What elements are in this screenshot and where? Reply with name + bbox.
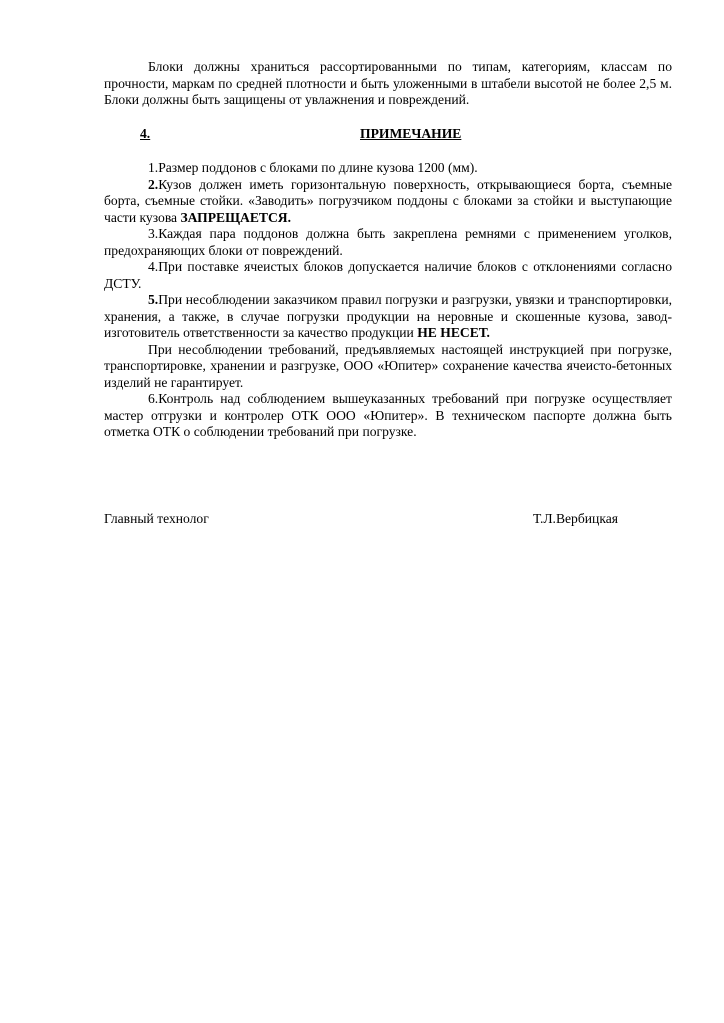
- note-text: Размер поддонов с блоками по длине кузова 1200 (мм).: [158, 160, 478, 175]
- notes-list: [104, 160, 672, 441]
- note-item-4: [104, 259, 672, 292]
- note-text: При несоблюдении заказчиком правил погрузки и разгрузки, увязки и транспортировки, хранения, а также, в случае погрузки продукции на неровные и скошенные кузова, завод-изготовитель ответственности за качество продукции: [104, 292, 672, 340]
- signature-name: Т.Л.Вербицкая: [533, 511, 619, 526]
- note-item-2: [104, 177, 672, 227]
- note-number: 3.: [148, 226, 159, 241]
- section-heading: [104, 126, 672, 144]
- note-item-6: [104, 391, 672, 441]
- note-emphasis: НЕ НЕСЕТ.: [417, 325, 490, 340]
- note-item-3: [104, 226, 672, 259]
- note-number: 5.: [148, 292, 159, 307]
- note-number: 1.: [148, 160, 159, 175]
- note-item-1: [104, 160, 672, 177]
- note-text: Контроль над соблюдением вышеуказанных требований при погрузке осуществляет мастер отгрузки и контролер ОТК ООО «Юпитер». В техническом паспорте должна быть отметка ОТК о соблюдении требований при погрузке.: [104, 391, 672, 439]
- note-emphasis: ЗАПРЕЩАЕТСЯ.: [180, 209, 292, 225]
- signature-role: Главный технолог: [104, 511, 209, 526]
- note-number: 4.: [148, 259, 159, 274]
- note-item-5-continued: [104, 342, 672, 392]
- note-text: Кузов должен иметь горизонтальную поверхность, открывающиеся борта, съемные борта, съемные стойки. «Заводить» погрузчиком поддоны с блоками за стойки и выступающие части кузова: [104, 176, 672, 225]
- storage-text: Блоки должны храниться рассортированными по типам, категориям, классам по прочности, маркам по средней плотности и быть уложенными в штабели высотой не более 2,5 м. Блоки должны быть защищены от увлажнения и повреждений.: [104, 59, 672, 107]
- note-number: 2.: [148, 176, 159, 192]
- note-text: При поставке ячеистых блоков допускается наличие блоков с отклонениями согласно ДСТУ.: [104, 259, 672, 291]
- note-text: Каждая пара поддонов должна быть закреплена ремнями с применением уголков, предохраняющих блоки от повреждений.: [104, 226, 672, 258]
- note-text: При несоблюдении требований, предъявляемых настоящей инструкцией при погрузке, транспортировке, хранении и разгрузке, ООО «Юпитер» сохранение качества ячеисто-бетонных изделий не гарантирует.: [104, 341, 672, 390]
- section-number: 4.: [140, 126, 151, 141]
- note-item-5: [104, 292, 672, 342]
- section-title: ПРИМЕЧАНИЕ: [360, 126, 462, 141]
- note-number: 6.: [148, 391, 159, 406]
- storage-paragraph: [104, 59, 672, 109]
